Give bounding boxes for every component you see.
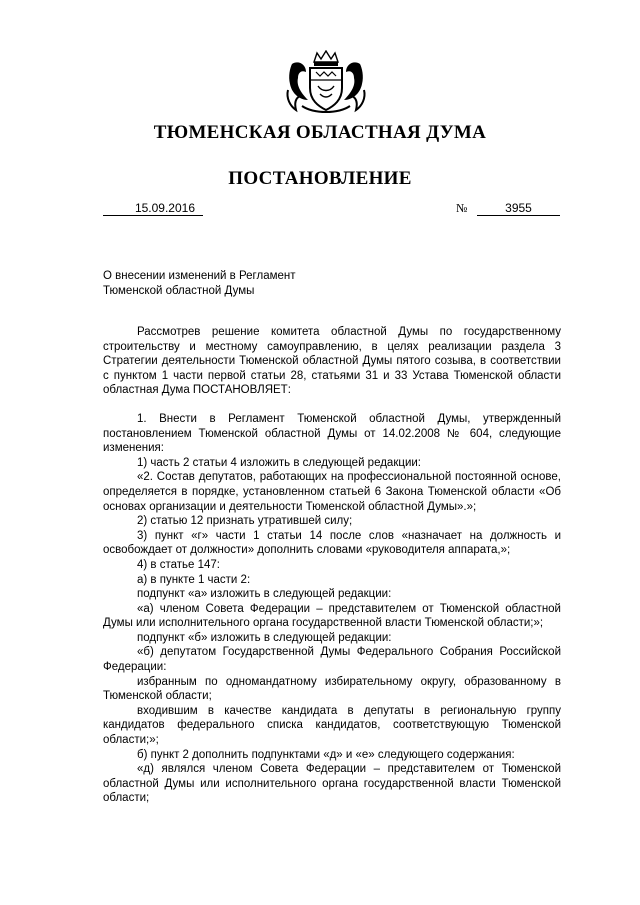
document-subject [103,269,296,299]
subject-line: О внесении изменений в Регламент [103,270,296,282]
document-date: 15.09.2016 [103,201,203,216]
body-paragraph: избранным по одномандатному избирательному округу, образованному в Тюменской области; [103,675,561,703]
number-sign: № [456,201,468,215]
body-paragraph: «а) членом Совета Федерации – представителем от Тюменской областной Думы или исполнительного органа государственной власти Тюменской области;»; [103,602,561,630]
body-paragraph: подпункт «а» изложить в следующей редакции: [137,588,392,601]
body-paragraph: 1. Внести в Регламент Тюменской областной Думы, утвержденный постановлением Тюменской областной Думы от 14.02.2008 № 604, следующие изменения: [103,412,561,455]
body-paragraph: Рассмотрев решение комитета областной Думы по государственному строительству и местному самоуправлению, в целях реализации раздела 3 Стратегии деятельности Тюменской областной Думы пятого созыва, в соответствии с пунктом 1 части первой статьи 28, статьями 31 и 33 Устава Тюменской области областная Дума ПОСТАНОВЛЯЕТ: [103,326,561,397]
body-paragraph: а) в пункте 1 части 2: [137,573,251,586]
body-paragraph: «д) являлся членом Совета Федерации – представителем от Тюменской областной Думы или исполнительного органа государственной власти Тюменской области; [103,763,561,805]
document-type-heading: ПОСТАНОВЛЕНИЕ [228,168,412,189]
body-paragraph: б) пункт 2 дополнить подпунктами «д» и «е» следующего содержания: [137,748,515,761]
document-number: 3955 [477,201,560,216]
body-paragraph: «б) депутатом Государственной Думы Федерального Собрания Российской Федерации: [103,646,561,674]
body-paragraph: 2) статью 12 признать утратившей силу; [137,515,353,528]
body-paragraph: «2. Состав депутатов, работающих на профессиональной постоянной основе, определяется в порядке, установленном статьей 6 Закона Тюменской области «Об основах организации и деятельности Тюменской областной Думы».»; [103,471,561,513]
document-body [103,325,561,806]
body-paragraph: подпункт «б» изложить в следующей редакции: [137,631,392,644]
coat-of-arms-emblem [284,50,368,114]
body-paragraph: 1) часть 2 статьи 4 изложить в следующей редакции: [137,456,421,469]
body-paragraph: 3) пункт «г» части 1 статьи 14 после слов «назначает на должность и освобождает от должности» дополнить словами «руководителя аппарата,»; [103,529,561,557]
subject-line: Тюменской областной Думы [103,285,255,297]
body-paragraph: входившим в качестве кандидата в депутаты в региональную группу кандидатов федерального списка кандидатов, соответствующую Тюменской области;»; [103,704,561,747]
body-paragraph: 4) в статье 147: [137,558,220,571]
organization-title: ТЮМЕНСКАЯ ОБЛАСТНАЯ ДУМА [153,122,487,143]
